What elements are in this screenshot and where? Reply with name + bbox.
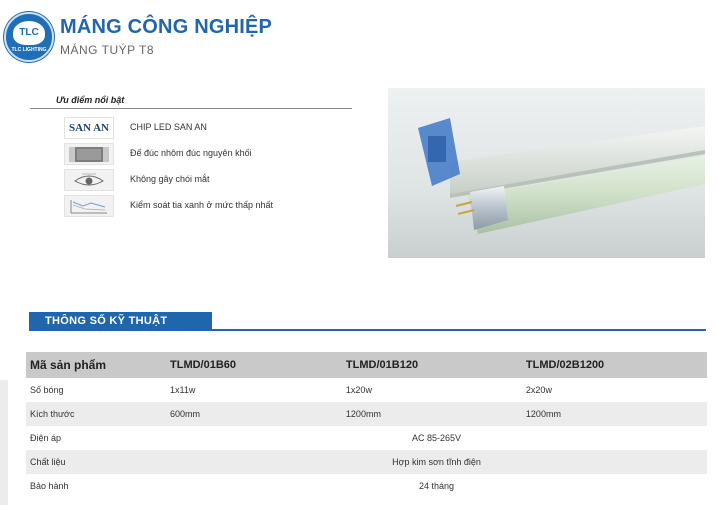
header-cell: TLMD/02B1200 bbox=[522, 352, 707, 378]
row-label: Điện áp bbox=[30, 433, 62, 443]
merged-cell: Hợp kim sơn tĩnh điện bbox=[166, 450, 707, 474]
advantages-divider bbox=[30, 108, 352, 109]
eye-icon bbox=[64, 169, 114, 191]
table-row bbox=[26, 378, 707, 402]
spec-section-title: THÔNG SỐ KỸ THUẬT bbox=[29, 312, 212, 330]
merged-cell: 24 tháng bbox=[418, 481, 455, 491]
merged-cell: AC 85-265V bbox=[411, 433, 462, 443]
table-row bbox=[26, 450, 707, 474]
table-header-row bbox=[26, 352, 707, 378]
feature-label: Đế đúc nhôm đúc nguyên khối bbox=[130, 148, 252, 158]
table-row bbox=[26, 474, 707, 498]
row-label: Chất liệu bbox=[26, 450, 166, 474]
page-subtitle: MÁNG TUÝP T8 bbox=[60, 43, 155, 57]
feature-item bbox=[64, 169, 364, 191]
spec-table bbox=[26, 352, 707, 498]
header-cell: TLMD/01B120 bbox=[342, 352, 522, 378]
row-label: Kích thước bbox=[26, 402, 166, 426]
feature-label: Không gây chói mắt bbox=[130, 174, 210, 184]
feature-label: Kiểm soát tia xanh ở mức thấp nhất bbox=[130, 200, 273, 210]
feature-item bbox=[64, 195, 364, 217]
table-cell: 1x20w bbox=[345, 385, 372, 395]
product-photo bbox=[388, 88, 705, 258]
table-cell: 600mm bbox=[166, 402, 342, 426]
table-cell: 2x20w bbox=[525, 385, 552, 395]
company-logo bbox=[4, 12, 54, 62]
table-cell: 1x11w bbox=[170, 385, 196, 395]
header-cell: Mã sản phẩm bbox=[26, 352, 166, 378]
feature-item bbox=[64, 117, 364, 139]
row-label: Bảo hành bbox=[30, 481, 69, 491]
row-label: Số bóng bbox=[30, 385, 64, 395]
table-cell: 1200mm bbox=[342, 402, 522, 426]
feature-item bbox=[64, 143, 364, 165]
logo-subtext: TLC LIGHTING bbox=[11, 47, 47, 53]
table-row bbox=[26, 402, 707, 426]
logo-text: TLC bbox=[13, 21, 45, 45]
table-cell: 1200mm bbox=[522, 402, 707, 426]
header-cell: TLMD/01B60 bbox=[166, 352, 342, 378]
san-an-logo-icon: SAN AN bbox=[64, 117, 114, 139]
advantages-title: Ưu điểm nổi bật bbox=[56, 95, 125, 105]
blue-light-icon bbox=[64, 195, 114, 217]
feature-label: CHIP LED SAN AN bbox=[130, 122, 207, 132]
page-title: MÁNG CÔNG NGHIỆP bbox=[60, 16, 273, 38]
side-decoration bbox=[0, 380, 8, 505]
table-row bbox=[26, 426, 707, 450]
spec-divider bbox=[29, 329, 706, 331]
aluminum-base-icon bbox=[64, 143, 114, 165]
